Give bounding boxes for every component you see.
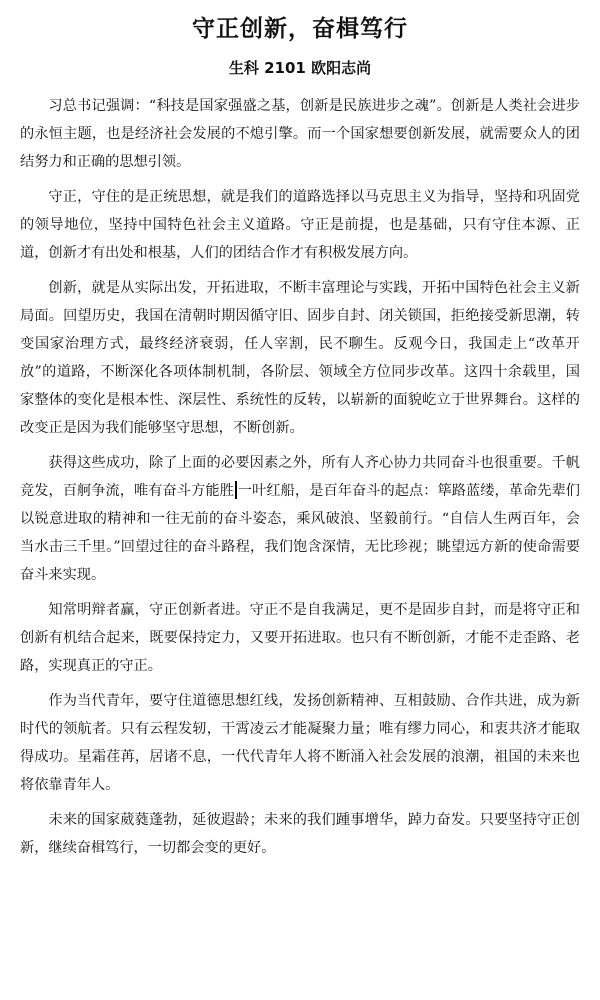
paragraph-7: 未来的国家葳蕤蓬勃，延彼遐龄；未来的我们踵事增华，踔力奋发。只要坚持守正创新，继续奋楫笃行，一切都会变的更好。 [20,812,580,856]
paragraph-4 [20,449,580,589]
paragraph-4-text-before-cursor: 获得这些成功，除了上面的必要因素之外，所有人齐心协力共同奋斗也很重要。千帆竞发，百舸争流，唯有奋斗方能胜 [20,455,580,499]
text-cursor [235,481,237,499]
paragraph-3: 创新，就是从实际出发，开拓进取，不断丰富理论与实践，开拓中国特色社会主义新局面。回望历史，我国在清朝时期因循守旧、固步自封、闭关锁国，拒绝接受新思潮，转变国家治理方式，最终经济衰弱，任人宰割，民不聊生。反观今日，我国走上“改革开放”的道路，不断深化各项体制机制，各阶层、领域全方位同步改革。这四十余载里，国家整体的变化是根本性、深层性、系统性的反转，以崭新的面貌屹立于世界舞台。这样的改变正是因为我们能够坚守思想，不断创新。 [20,280,580,436]
paragraph-2: 守正，守住的是正统思想，就是我们的道路选择以马克思主义为指导，坚持和巩固党的领导地位，坚持中国特色社会主义道路。守正是前提，也是基础，只有守住本源、正道，创新才有出处和根基，人们的团结合作才有积极发展方向。 [20,189,580,261]
paragraph-1: 习总书记强调：“科技是国家强盛之基，创新是民族进步之魂”。创新是人类社会进步的永恒主题，也是经济社会发展的不熄引擎。而一个国家想要创新发展，就需要众人的团结努力和正确的思想引领。 [20,98,580,170]
paragraph-6: 作为当代青年，要守住道德思想红线，发扬创新精神、互相鼓励、合作共进，成为新时代的领航者。只有云程发轫，干霄凌云才能凝聚力量；唯有缪力同心，和衷共济才能取得成功。星霜荏苒，居诸不息，一代代青年人将不断涌入社会发展的浪潮，祖国的未来也将依靠青年人。 [20,693,580,793]
author-byline: 生科 2101 欧阳志尚 [228,59,372,77]
paragraph-4-text-after-cursor: 一叶红船，是百年奋斗的起点：筚路蓝缕，革命先辈们以锐意进取的精神和一往无前的奋斗姿态，乘风破浪、坚毅前行。“自信人生两百年，会当水击三千里。”回望过往的奋斗路程，我们饱含深情，无比珍视；眺望远方新的使命需要奋斗来实现。 [20,483,580,583]
document-title: 守正创新，奋楫笃行 [192,16,408,42]
paragraph-5: 知常明辩者赢，守正创新者进。守正不是自我满足，更不是固步自封，而是将守正和创新有机结合起来，既要保持定力，又要开拓进取。也只有不断创新，才能不走歪路、老路，实现真正的守正。 [20,602,580,674]
